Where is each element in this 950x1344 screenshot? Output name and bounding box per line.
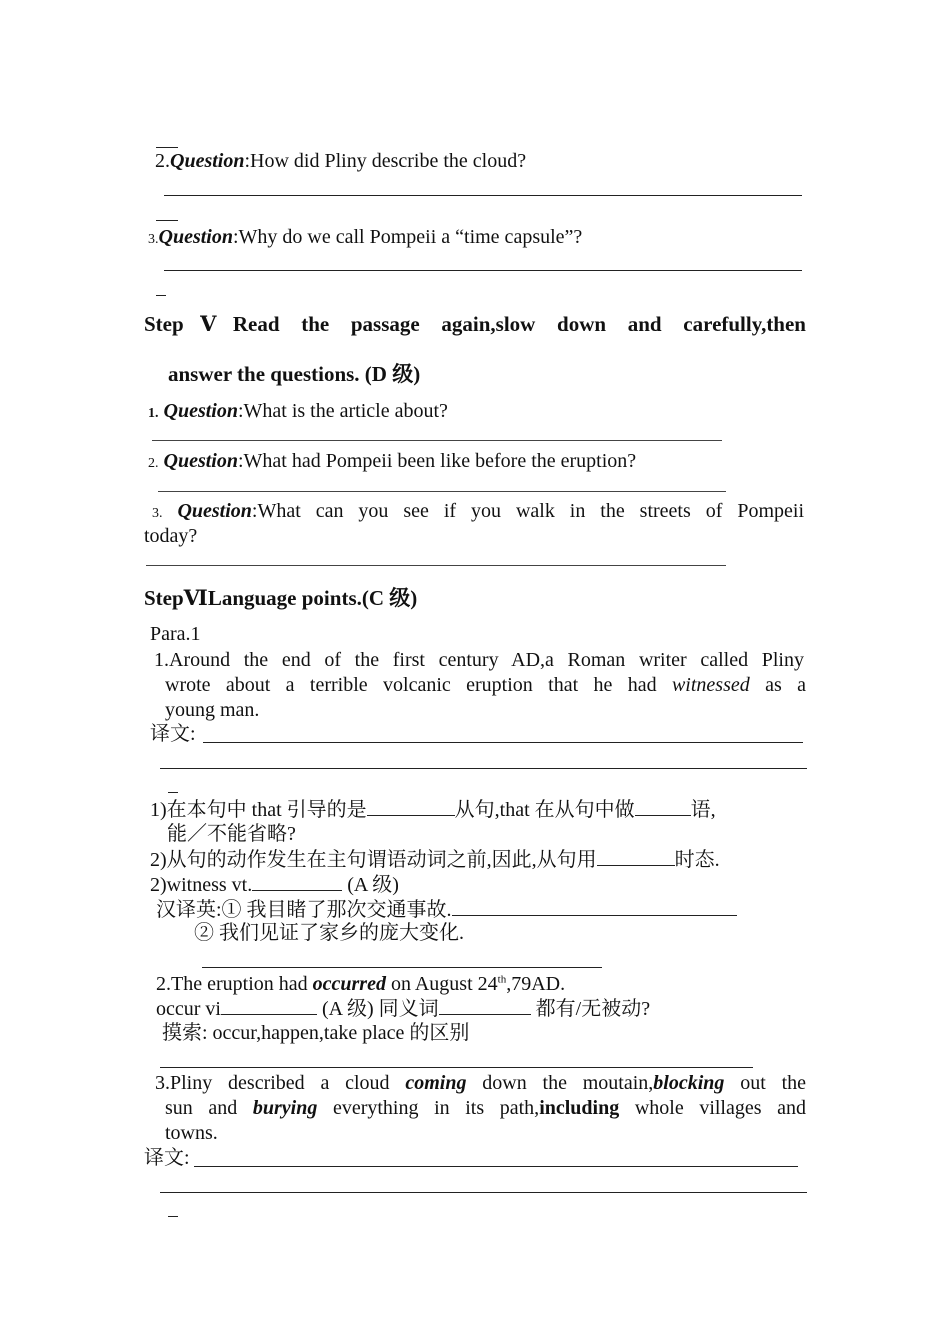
translation-line[interactable] [160, 1192, 807, 1193]
key-word: occurred [312, 973, 386, 995]
key-word: burying [252, 1097, 318, 1119]
sentence-text: wrote about a terrible volcanic eruption that he had [165, 674, 657, 696]
grammar-note-2 [150, 847, 720, 872]
sentence-text: whole villages and [634, 1097, 807, 1119]
witness-note [150, 872, 399, 897]
question-number: 2. [155, 150, 170, 172]
key-word: coming [405, 1072, 467, 1094]
note-text: (A 级) [347, 874, 399, 896]
key-word: witnessed [671, 674, 750, 696]
sentence-text: out the [740, 1072, 807, 1094]
sentence-text: on August 24 [390, 973, 498, 995]
blank[interactable] [439, 996, 531, 1015]
question-label: Question [163, 400, 238, 422]
question-text: :How did Pliny describe the cloud? [244, 150, 527, 172]
question-number: 1. [148, 406, 159, 421]
point-1-sentence-end: young man. [165, 699, 260, 721]
question-label: Question [163, 450, 238, 472]
step5-question-1 [148, 399, 448, 426]
translate-exercise-1 [156, 897, 737, 922]
point-3-sentence [155, 1071, 806, 1095]
explore-note: 摸索: occur,happen,take place 的区别 [162, 1022, 470, 1044]
answer-line[interactable] [164, 195, 802, 196]
point-1-sentence-cont [165, 673, 806, 697]
translate-exercise-2: ② 我们见证了家乡的庞大变化. [194, 922, 464, 944]
question-number: 3. [148, 232, 159, 247]
question-3 [148, 225, 582, 252]
sentence-text: as a [765, 674, 807, 696]
answer-line-fragment [156, 220, 178, 221]
answer-line-fragment [156, 295, 166, 296]
question-2 [155, 149, 526, 173]
note-text: occur vi [156, 998, 221, 1020]
question-number: 2. [148, 456, 159, 471]
point-3-sentence-cont [165, 1096, 806, 1120]
para-label: Para.1 [150, 623, 201, 645]
sentence-text: sun and [165, 1097, 238, 1119]
question-label: Question [170, 150, 245, 172]
note-text: (A 级) 同义词 [321, 998, 439, 1020]
answer-line[interactable] [146, 565, 726, 566]
note-text: 从句,that 在从句中做 [454, 799, 635, 821]
sentence-text: down the moutain, [482, 1072, 654, 1094]
translation-label: 译文: [144, 1147, 190, 1169]
point-3-sentence-end: towns. [165, 1122, 218, 1144]
grammar-note-1-cont: 能／不能省略? [167, 823, 296, 845]
answer-line[interactable] [152, 440, 722, 441]
sentence-text: everything in its path, [332, 1097, 540, 1119]
blank[interactable] [452, 897, 737, 916]
translation-line[interactable] [203, 742, 803, 743]
blank[interactable] [635, 797, 691, 816]
translation-line[interactable] [194, 1166, 798, 1167]
question-text: :Why do we call Pompeii a “time capsule”? [232, 226, 583, 248]
point-2-sentence [156, 972, 565, 996]
step5-heading-cont: answer the questions. (D 级) [168, 362, 421, 386]
question-label: Question [158, 226, 233, 248]
note-text: 时态. [674, 849, 720, 871]
blank[interactable] [367, 797, 455, 816]
superscript: th [497, 973, 507, 986]
blank[interactable] [252, 872, 342, 891]
translation-line[interactable] [160, 768, 807, 769]
translation-label: 译文: [150, 723, 196, 745]
answer-line[interactable] [158, 491, 726, 492]
question-label: Question [177, 500, 252, 522]
step5-heading: StepⅤRead the passage again,slow down and carefully,then [144, 312, 806, 336]
answer-line-fragment [168, 792, 178, 793]
question-text: :What can you see if you walk in the streets of Pompeii [251, 500, 805, 522]
answer-line[interactable] [202, 967, 602, 968]
key-word: blocking [653, 1072, 725, 1094]
sentence-text: 3.Pliny described a cloud [155, 1072, 390, 1094]
note-text: 都有/无被动? [530, 998, 651, 1020]
step6-heading: StepⅥLanguage points.(C 级) [144, 586, 418, 610]
sentence-text: ,79AD. [506, 973, 566, 995]
answer-line[interactable] [160, 1067, 753, 1068]
question-number: 3. [152, 506, 163, 521]
sentence-text: 2.The eruption had [156, 973, 308, 995]
answer-line[interactable] [164, 270, 802, 271]
occur-note [156, 996, 650, 1021]
point-1-sentence: 1.Around the end of the first century AD,a Roman writer called Pliny [154, 649, 804, 671]
grammar-note-1 [150, 797, 716, 822]
step5-question-3 [152, 499, 804, 526]
question-text: :What had Pompeii been like before the eruption? [237, 450, 637, 472]
question-text: :What is the article about? [237, 400, 448, 422]
question-text-cont: today? [144, 525, 198, 547]
blank[interactable] [221, 996, 317, 1015]
answer-line-fragment [168, 1216, 178, 1217]
note-text: 2)从句的动作发生在主句谓语动词之前,因此,从句用 [150, 849, 597, 871]
step5-question-2 [148, 449, 636, 476]
blank[interactable] [597, 847, 675, 866]
note-text: 2)witness vt. [150, 874, 253, 896]
key-word: including [539, 1097, 620, 1119]
answer-line-fragment [156, 147, 178, 148]
exercise-text: 汉译英:① 我目睹了那次交通事故. [156, 899, 452, 921]
note-text: 语, [690, 799, 716, 821]
note-text: 1)在本句中 that 引导的是 [150, 799, 367, 821]
